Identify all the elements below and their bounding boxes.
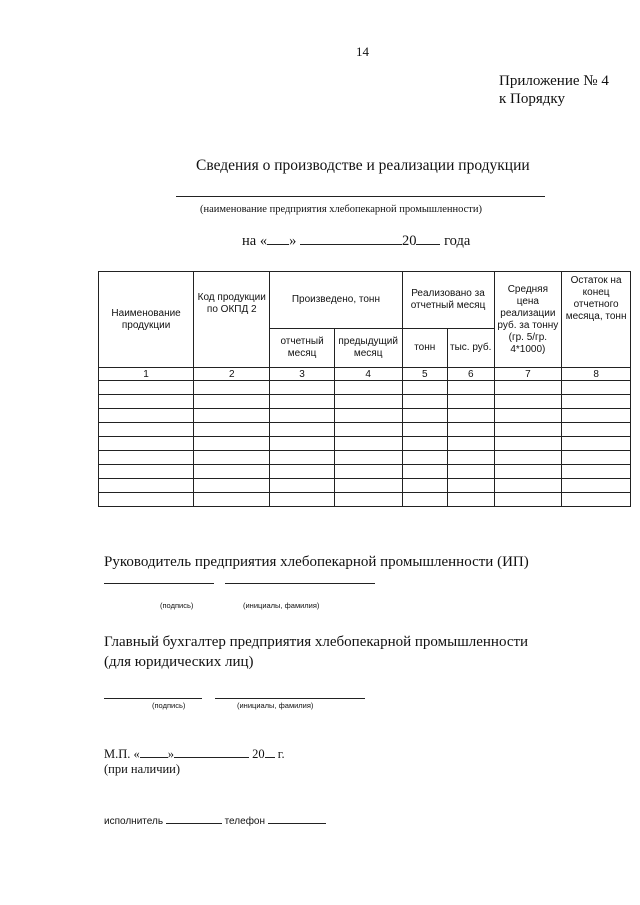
column-number: 8: [562, 368, 631, 381]
stamp-day-blank: [140, 744, 168, 758]
stamp-mid: »: [167, 747, 175, 761]
column-number: 1: [99, 368, 194, 381]
header-produced: Произведено, тонн: [270, 272, 402, 329]
day-blank: [267, 231, 289, 245]
header-produced-report-month: отчетный месяц: [270, 329, 335, 368]
column-number: 6: [447, 368, 494, 381]
page-number: 14: [356, 44, 369, 59]
header-produced-prev-month: предыдущий месяц: [334, 329, 402, 368]
year-blank: [416, 231, 440, 245]
table-row: [99, 423, 631, 437]
accountant-name-line: [215, 698, 365, 699]
header-remainder: Остаток на конец отчетного месяца, тонн: [562, 272, 631, 368]
column-number: 3: [270, 368, 335, 381]
column-number: 7: [494, 368, 562, 381]
table-row: [99, 465, 631, 479]
stamp-year-prefix: 20: [252, 747, 265, 761]
table-row: [99, 409, 631, 423]
annex-number: Приложение № 4: [499, 73, 609, 89]
header-avg-price: Средняя цена реализации руб. за тонну (гр. 5/гр. 4*1000): [494, 272, 562, 368]
executor-blank: [166, 814, 222, 824]
table-row: [99, 479, 631, 493]
phone-label: телефон: [224, 816, 265, 827]
executor-line: [104, 814, 326, 827]
accountant-note: (для юридических лиц): [104, 654, 254, 670]
head-name-line: [225, 583, 375, 584]
accountant-title: Главный бухгалтер предприятия хлебопекарной промышленности: [104, 634, 529, 650]
table-row: [99, 493, 631, 507]
annex-reference: к Порядку: [499, 91, 565, 107]
date-mid: »: [289, 233, 297, 249]
stamp-prefix: М.П. «: [104, 747, 140, 761]
table-row: [99, 381, 631, 395]
phone-blank: [268, 814, 326, 824]
head-signature-caption: (подпись): [160, 601, 194, 610]
header-okpd-code: Код продукции по ОКПД 2: [194, 272, 270, 368]
date-prefix: на «: [242, 233, 268, 249]
enterprise-name-line: [176, 196, 545, 197]
column-number: 4: [334, 368, 402, 381]
report-date-line: [242, 231, 470, 250]
stamp-note: (при наличии): [104, 762, 181, 776]
date-suffix: года: [444, 233, 471, 249]
header-sold-tons: тонн: [402, 329, 447, 368]
accountant-signature-caption: (подпись): [152, 701, 186, 710]
table-row: [99, 451, 631, 465]
head-signature-line: [104, 583, 214, 584]
stamp-month-blank: [174, 744, 249, 758]
column-number: 5: [402, 368, 447, 381]
head-name-caption: (инициалы, фамилия): [243, 601, 320, 610]
executor-label: исполнитель: [104, 816, 164, 827]
year-prefix: 20: [401, 233, 417, 249]
accountant-signature-line: [104, 698, 202, 699]
production-table: [98, 271, 631, 507]
table-row: [99, 437, 631, 451]
table-row: [99, 395, 631, 409]
head-title: Руководитель предприятия хлебопекарной промышленности (ИП): [104, 554, 529, 570]
enterprise-name-caption: (наименование предприятия хлебопекарной промышленности): [200, 204, 482, 215]
header-product-name: Наименование продукции: [99, 272, 194, 368]
column-number-row: [99, 368, 631, 381]
stamp-suffix: г.: [277, 747, 285, 761]
month-blank: [300, 231, 402, 245]
header-row-1: [99, 272, 631, 329]
document-title: Сведения о производстве и реализации продукции: [196, 157, 530, 174]
accountant-name-caption: (инициалы, фамилия): [237, 701, 314, 710]
stamp-year-blank: [265, 744, 275, 758]
column-number: 2: [194, 368, 270, 381]
header-sold-thousand-rub: тыс. руб.: [447, 329, 494, 368]
header-sold: Реализовано за отчетный месяц: [402, 272, 494, 329]
